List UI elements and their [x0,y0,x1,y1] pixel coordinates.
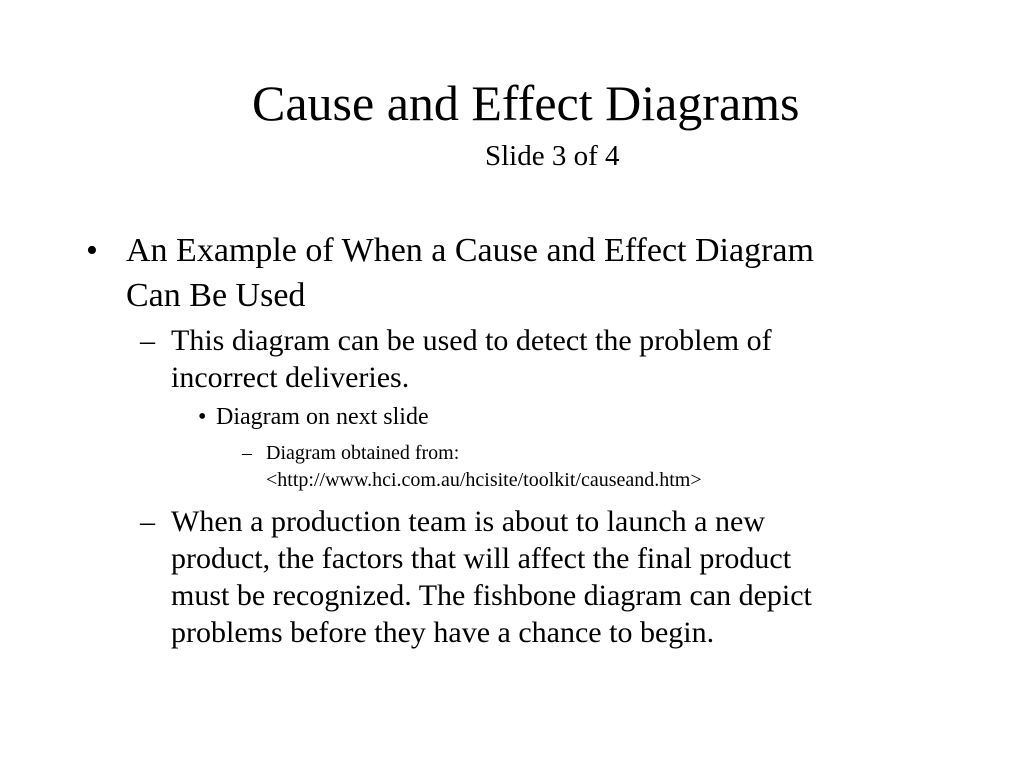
bullet-line: Diagram obtained from: [266,442,460,464]
bullet-line: incorrect deliveries. [171,361,410,394]
bullet-line: An Example of When a Cause and Effect Diagram [126,232,814,269]
dash-marker: – [242,442,252,464]
bullet-line: must be recognized. The fishbone diagram can depict [171,579,812,612]
bullet-line: Can Be Used [126,277,306,314]
slide-title: Cause and Effect Diagrams [252,75,800,131]
bullet-marker: • [198,404,207,430]
bullet-line: When a production team is about to launch a new [171,505,765,538]
sub-bullet-level-3 [216,401,429,433]
bullet-line: problems before they have a chance to begin. [171,616,715,649]
dash-marker: – [140,324,155,357]
bullet-level-1 [126,228,814,318]
sub-bullet-level-2 [171,322,772,396]
bullet-line: product, the factors that will affect the final product [171,542,792,575]
slide-subtitle: Slide 3 of 4 [485,140,620,172]
dash-marker: – [140,505,155,538]
sub-bullet-level-4 [266,440,702,494]
sub-bullet-level-2 [171,503,812,651]
bullet-line: Diagram on next slide [216,404,429,430]
source-url: <http://www.hci.com.au/hcisite/toolkit/causeand.htm> [266,469,702,491]
bullet-marker: • [86,232,98,269]
bullet-line: This diagram can be used to detect the problem of [171,324,772,357]
